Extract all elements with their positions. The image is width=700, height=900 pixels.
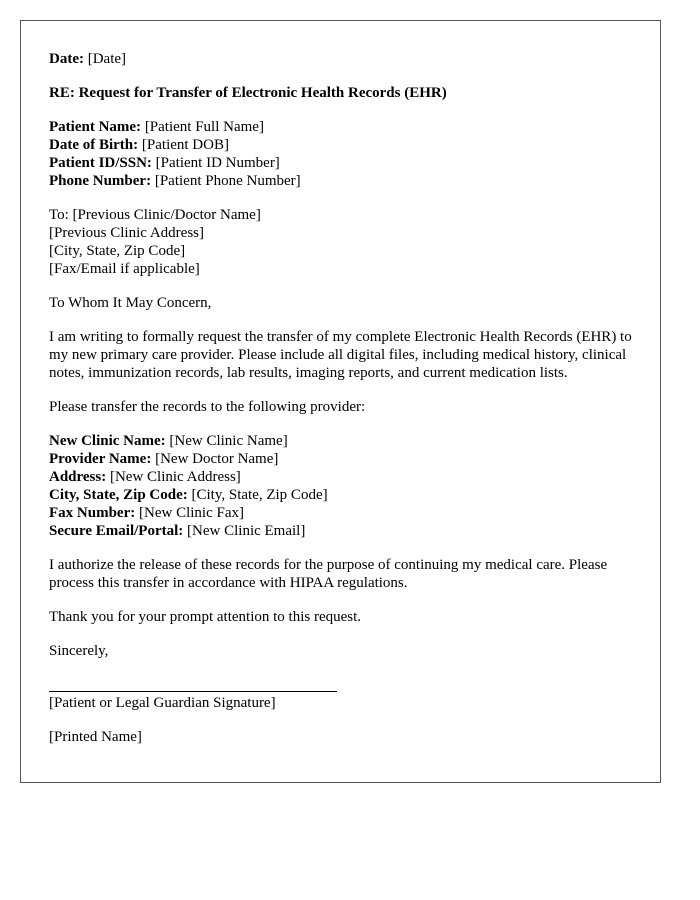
recipient-address: To: [Previous Clinic/Doctor Name] [Previous Clinic Address] [City, State, Zip Code] [Fax/Email if applicable] (49, 207, 261, 277)
patient-name: Patient Name: [Patient Full Name] (49, 119, 264, 135)
new-fax: Fax Number: [New Clinic Fax] (49, 505, 244, 521)
date-line: Date: [Date] (49, 51, 127, 67)
patient-info (49, 118, 632, 190)
transfer-intro: Please transfer the records to the following provider: (49, 399, 366, 415)
new-address: Address: [New Clinic Address] (49, 469, 241, 485)
signature-line (49, 691, 337, 692)
letter (20, 20, 661, 783)
authorization: I authorize the release of these records for the purpose of continuing my medical care. Please process this transfer in accordance with HIPAA regulations. (49, 557, 608, 591)
provider-name: Provider Name: [New Doctor Name] (49, 451, 279, 467)
signature-label: [Patient or Legal Guardian Signature] (49, 695, 276, 711)
patient-id: Patient ID/SSN: [Patient ID Number] (49, 155, 280, 171)
patient-dob: Date of Birth: [Patient DOB] (49, 137, 229, 153)
body-paragraph: I am writing to formally request the transfer of my complete Electronic Health Records (EHR) to my new primary care provider. Please include all digital files, including medical history, clinical notes, immunization records, lab results, imaging reports, and current medication lists. (49, 329, 632, 381)
new-city: City, State, Zip Code: [City, State, Zip Code] (49, 487, 328, 503)
closing: Sincerely, (49, 643, 109, 659)
printed-name: [Printed Name] (49, 729, 142, 745)
salutation: To Whom It May Concern, (49, 295, 212, 311)
new-email: Secure Email/Portal: [New Clinic Email] (49, 523, 306, 539)
thanks: Thank you for your prompt attention to this request. (49, 609, 362, 625)
new-clinic-name: New Clinic Name: [New Clinic Name] (49, 433, 288, 449)
patient-phone: Phone Number: [Patient Phone Number] (49, 173, 301, 189)
subject-line: RE: Request for Transfer of Electronic Health Records (EHR) (49, 85, 447, 101)
new-provider-info (49, 432, 632, 540)
